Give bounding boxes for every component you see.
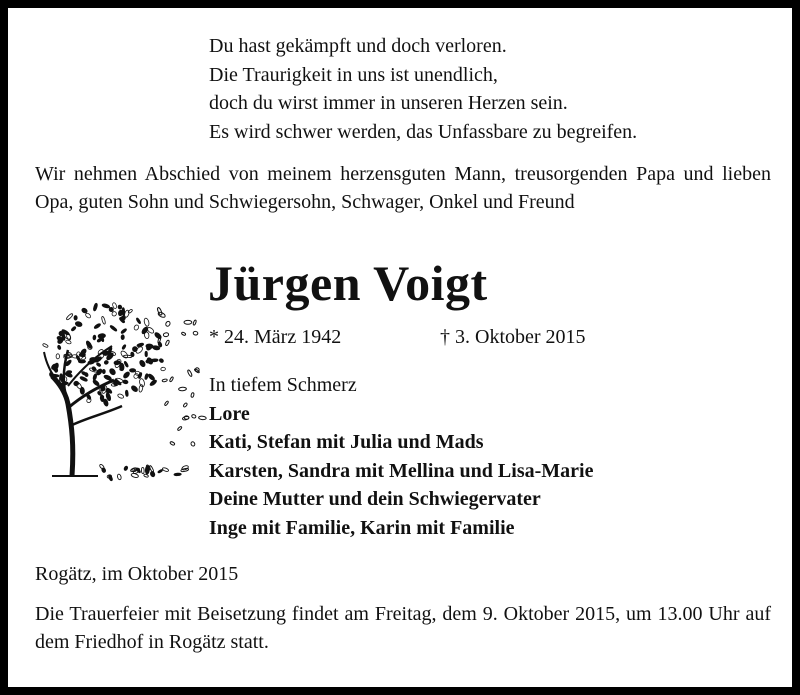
farewell-intro: Wir nehmen Abschied von meinem herzensguten Mann, treusorgenden Papa und lieben Opa, guten Sohn und Schwiegersohn, Schwager, Onkel und Freund [35, 163, 771, 213]
mourners-list [209, 371, 593, 543]
place-date: Rogätz, im Oktober 2015 [35, 563, 239, 585]
poem-line: Du hast gekämpft und doch verloren. [209, 35, 507, 57]
windblown-tree-icon [38, 276, 208, 486]
mourner-entry: Lore [209, 402, 250, 425]
mourners-heading: In tiefem Schmerz [209, 374, 357, 396]
obituary-notice [8, 8, 792, 687]
deceased-name: Jürgen Voigt [208, 255, 488, 311]
mourner-entry: Inge mit Familie, Karin mit Familie [209, 516, 515, 539]
mourner-entry: Kati, Stefan mit Julia und Mads [209, 431, 484, 454]
funeral-note: Die Trauerfeier mit Beisetzung findet am Freitag, dem 9. Oktober 2015, um 13.00 Uhr auf dem Friedhof in Rogätz statt. [35, 603, 771, 653]
poem-line: Es wird schwer werden, das Unfassbare zu begreifen. [209, 120, 638, 143]
memorial-poem [209, 32, 769, 146]
mourner-entry: Deine Mutter und dein Schwiegervater [209, 488, 541, 511]
poem-line: doch du wirst immer in unseren Herzen sein. [209, 92, 568, 114]
death-date: † 3. Oktober 2015 [440, 326, 586, 348]
poem-line: Die Traurigkeit in uns ist unendlich, [209, 63, 498, 86]
mourner-entry: Karsten, Sandra mit Mellina und Lisa-Marie [209, 459, 594, 482]
birth-date: * 24. März 1942 [209, 326, 342, 348]
